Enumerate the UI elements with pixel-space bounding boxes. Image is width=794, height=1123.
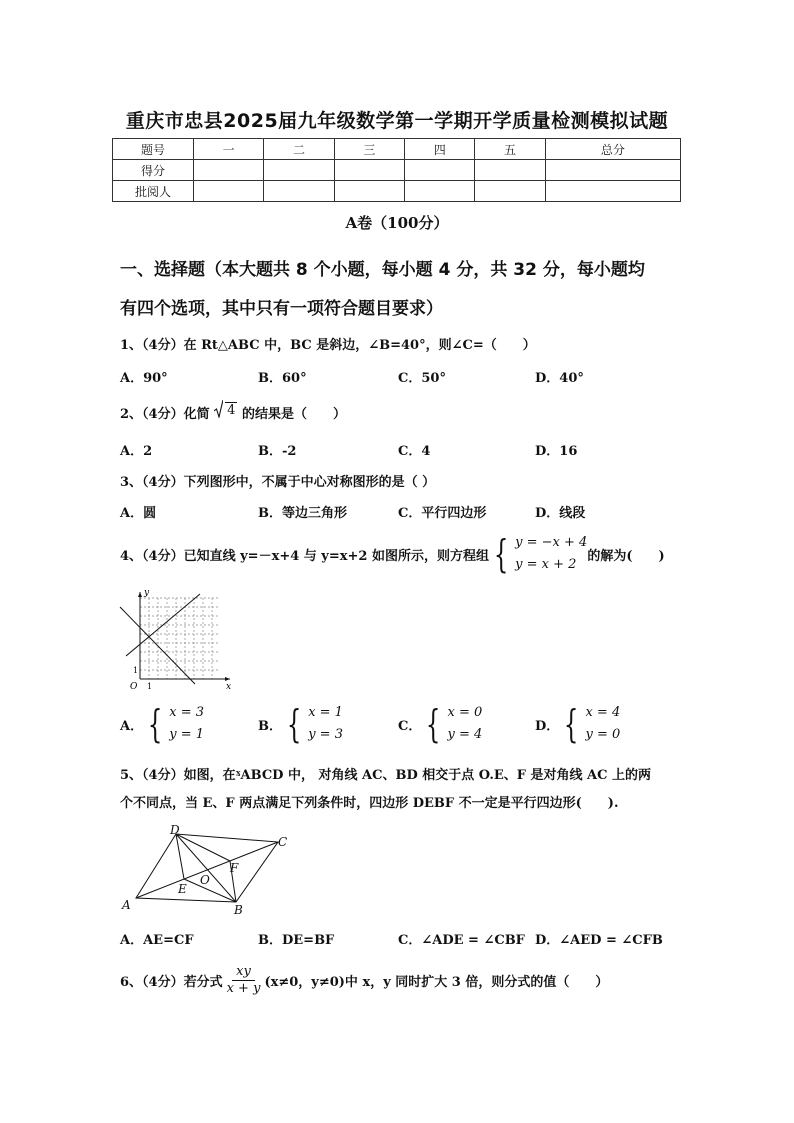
y-tick-1-label: 1	[133, 666, 139, 675]
score-table-cell	[475, 160, 545, 181]
q3-option-d: D．线段	[535, 506, 586, 521]
point-e-label: E	[178, 882, 187, 896]
line-y-neg-x-plus-4	[120, 607, 195, 684]
score-table-row-grader	[113, 181, 681, 202]
parallelogram-abcd	[136, 834, 278, 902]
left-brace-icon: {	[493, 532, 509, 576]
score-table-cell: 批阅人	[113, 181, 194, 202]
q4-option-b-label: B．	[258, 718, 282, 734]
q4-option-c-line2: y = 4	[447, 727, 483, 742]
q4-text-pre: 4、（4分）已知直线 y=－x+4 与 y=x+2 如图所示，则方程组	[120, 548, 489, 564]
q4-option-d-line1: x = 4	[585, 705, 621, 720]
question-3: 3、（4分）下列图形中，不属于中心对称图形的是（ ）	[120, 475, 436, 490]
q3-option-c: C．平行四边形	[398, 506, 487, 521]
question-6	[120, 964, 608, 997]
q6-fraction	[223, 964, 265, 997]
left-brace-icon: {	[147, 702, 163, 746]
left-brace-icon: {	[286, 702, 302, 746]
score-table-cell: 一	[194, 139, 264, 160]
left-brace-icon: {	[564, 702, 579, 746]
q4-equation-2: y = x + 2	[515, 557, 577, 572]
segment-de	[176, 834, 184, 879]
q2-text-post: 的结果是（ ）	[241, 407, 346, 422]
q4-option-d	[535, 702, 620, 746]
q1-option-c: C．50°	[398, 371, 446, 386]
q4-grid	[140, 598, 218, 679]
score-table-cell	[405, 160, 475, 181]
score-table-cell: 五	[475, 139, 545, 160]
q4-option-a	[120, 702, 204, 746]
q4-graph	[118, 586, 238, 692]
vertex-a-label: A	[122, 898, 131, 912]
y-axis-arrow-icon	[138, 592, 142, 597]
q2-option-d: D．16	[535, 444, 578, 459]
y-axis-label: y	[144, 588, 150, 598]
score-table-cell: 四	[405, 139, 475, 160]
q4-equation-system	[489, 532, 587, 576]
q4-option-c-line1: x = 0	[447, 705, 483, 720]
vertex-c-label: C	[278, 835, 288, 849]
q4-option-d-label: D．	[535, 718, 560, 734]
q4-option-c	[398, 702, 482, 746]
q4-option-a-line1: x = 3	[169, 705, 205, 720]
question-5-line1: 5、（4分）如图，在ˠABCD 中， 对角线 AC、BD 相交于点 O.E、F 是对角线 AC 上的两	[120, 768, 652, 783]
q5-parallelogram-figure	[118, 822, 298, 917]
question-5-line2: 个不同点，当 E、F 两点满足下列条件时，四边形 DEBF 不一定是平行四边形( ).	[120, 796, 619, 811]
q5-option-c: C．∠ADE = ∠CBF	[398, 933, 525, 948]
vertex-b-label: B	[234, 903, 243, 917]
score-table-cell	[334, 160, 404, 181]
q1-option-b: B．60°	[258, 371, 307, 386]
score-table-cell	[264, 160, 334, 181]
x-axis-label: x	[226, 682, 232, 692]
x-axis-arrow-icon	[225, 677, 230, 681]
q4-option-d-line2: y = 0	[585, 727, 621, 742]
q1-option-d: D．40°	[535, 371, 584, 386]
q1-option-a: A．90°	[120, 371, 168, 386]
sqrt-expression	[214, 400, 237, 418]
score-table-cell	[475, 181, 545, 202]
segment-eb	[184, 879, 236, 902]
section-heading-line1: 一、选择题（本大题共 8 个小题，每小题 4 分，共 32 分，每小题均	[120, 260, 645, 280]
q4-text-post: 的解为( )	[587, 548, 665, 564]
question-2	[120, 400, 346, 422]
score-table-cell	[545, 160, 680, 181]
score-table-cell	[194, 181, 264, 202]
vertex-d-label: D	[170, 823, 180, 837]
score-table-cell	[405, 181, 475, 202]
q4-option-b-line1: x = 1	[308, 705, 343, 720]
score-table-cell	[264, 181, 334, 202]
score-table-cell: 题号	[113, 139, 194, 160]
score-table-cell	[334, 181, 404, 202]
score-table-cell: 二	[264, 139, 334, 160]
x-tick-1-label: 1	[147, 682, 153, 691]
question-4	[120, 532, 665, 576]
q4-option-a-label: A．	[120, 718, 144, 734]
left-brace-icon: {	[426, 702, 441, 746]
q4-equation-1: y = −x + 4	[515, 535, 588, 550]
section-heading-line2: 有四个选项，其中只有一项符合题目要求）	[120, 299, 443, 319]
q4-option-b	[258, 702, 343, 746]
sqrt-radicand: 4	[227, 403, 236, 418]
score-table-cell	[545, 181, 680, 202]
question-1: 1、（4分）在 Rt△ABC 中，BC 是斜边，∠B=40°，则∠C=（ ）	[120, 338, 536, 353]
q2-text-pre: 2、（4分）化简	[120, 407, 210, 422]
q6-text-post: (x≠0，y≠0)中 x，y 同时扩大 3 倍，则分式的值（ ）	[264, 975, 609, 990]
q6-text-pre: 6、（4分）若分式	[120, 975, 223, 990]
score-table-cell	[194, 160, 264, 181]
q2-option-a: A．2	[120, 444, 153, 459]
q3-option-a: A．圆	[120, 506, 157, 521]
q3-option-b: B．等边三角形	[258, 506, 347, 521]
paper-part-heading: A卷（100分）	[345, 214, 449, 232]
score-table-cell: 三	[334, 139, 404, 160]
q4-option-b-line2: y = 3	[308, 727, 343, 742]
radical-sign-icon	[214, 400, 223, 418]
q2-option-c: C．4	[398, 444, 431, 459]
score-table-row-score	[113, 160, 681, 181]
score-table-row-header	[113, 139, 681, 160]
score-table-cell: 得分	[113, 160, 194, 181]
point-o-label: O	[200, 873, 210, 887]
q4-option-a-line2: y = 1	[169, 727, 205, 742]
q5-option-d: D．∠AED = ∠CFB	[535, 933, 663, 948]
page-title: 重庆市忠县2025届九年级数学第一学期开学质量检测模拟试题	[125, 110, 669, 132]
q6-fraction-denominator: x + y	[226, 981, 261, 996]
q5-option-b: B．DE=BF	[258, 933, 335, 948]
q6-fraction-numerator: xy	[232, 964, 255, 981]
score-table	[112, 138, 681, 202]
q4-option-c-label: C．	[398, 718, 422, 734]
q5-option-a: A．AE=CF	[120, 933, 194, 948]
score-table-cell: 总分	[545, 139, 680, 160]
q2-option-b: B．-2	[258, 444, 297, 459]
point-f-label: F	[230, 861, 239, 875]
origin-label: O	[130, 682, 138, 692]
